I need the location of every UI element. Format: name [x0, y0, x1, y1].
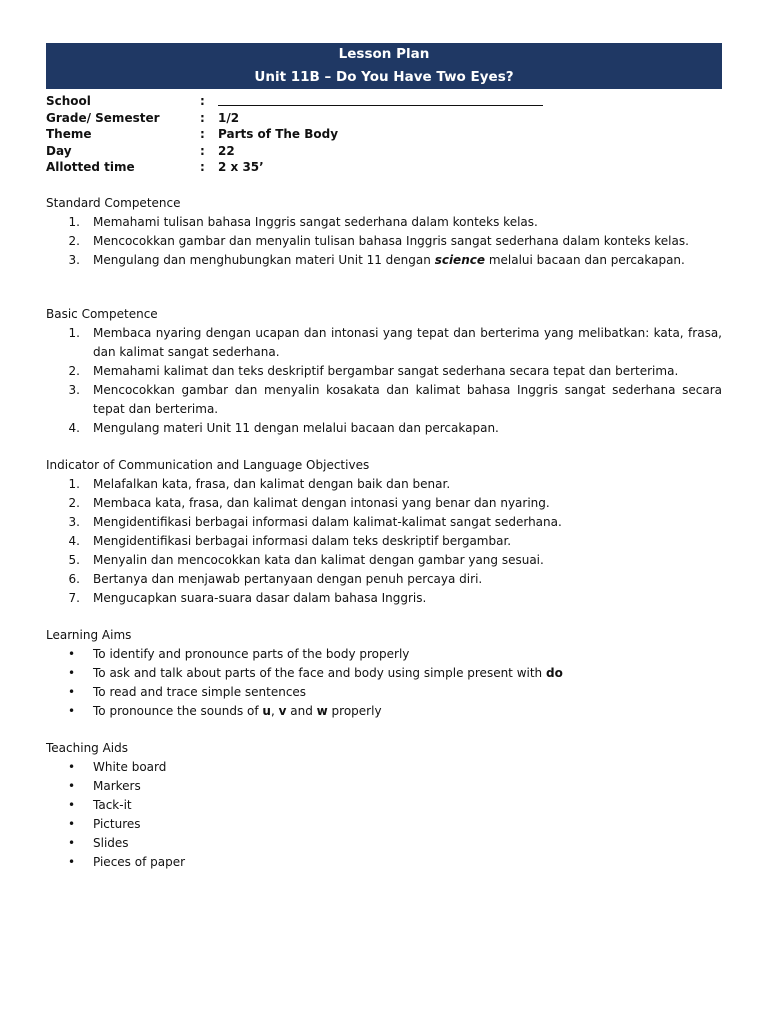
list-item [46, 324, 722, 362]
indicators-heading: Indicator of Communication and Language Objectives [46, 457, 370, 472]
school-blank-line [218, 93, 543, 110]
info-colon: : [200, 110, 205, 125]
list-text: To pronounce the sounds of u, v and w properly [93, 703, 382, 718]
list-text: Membaca kata, frasa, dan kalimat dengan intonasi yang benar dan nyaring. [93, 495, 550, 510]
info-value: 22 [218, 143, 235, 158]
info-label: Day [46, 143, 72, 158]
list-number: 1. [68, 325, 80, 340]
list-text: Mencocokkan gambar dan menyalin kosakata dan kalimat bahasa Inggris sangat sederhana secara tepat dan berterima. [93, 382, 722, 416]
info-value: Parts of The Body [218, 127, 339, 141]
list-number: 4. [68, 420, 80, 435]
list-text: To read and trace simple sentences [93, 684, 307, 699]
list-text: Menyalin dan mencocokkan kata dan kalimat dengan gambar yang sesuai. [93, 552, 544, 567]
standard-competence-list [46, 213, 722, 270]
emphasis-w: w [316, 703, 328, 718]
list-item [46, 475, 722, 494]
list-text: Markers [93, 778, 141, 793]
bullet-icon: • [68, 703, 76, 718]
list-text: White board [93, 759, 167, 774]
list-item [46, 758, 722, 777]
list-number: 5. [68, 552, 80, 567]
list-number: 2. [68, 363, 80, 378]
emphasis-science: science [434, 252, 485, 267]
list-item [46, 834, 722, 853]
teaching-aids-list [46, 758, 722, 872]
list-item [46, 419, 722, 438]
lesson-plan-document [46, 43, 722, 872]
bullet-icon: • [68, 759, 76, 774]
info-label: School [46, 94, 91, 108]
emphasis-u: u [262, 703, 271, 718]
list-text: Pieces of paper [93, 854, 186, 869]
list-item [46, 232, 722, 251]
list-item [46, 251, 722, 270]
basic-competence-heading: Basic Competence [46, 306, 158, 321]
list-number: 2. [68, 233, 80, 248]
list-text: Tack-it [93, 797, 132, 812]
list-number: 6. [68, 571, 80, 586]
bullet-icon: • [68, 646, 76, 661]
bullet-icon: • [68, 665, 76, 680]
info-value: 2 x 35’ [218, 160, 264, 174]
info-label: Grade/ Semester [46, 110, 160, 125]
list-item [46, 777, 722, 796]
standard-competence-heading: Standard Competence [46, 195, 181, 210]
list-item [46, 702, 722, 721]
list-text: Mencocokkan gambar dan menyalin tulisan bahasa Inggris sangat sederhana dalam konteks kelas. [93, 233, 689, 248]
info-colon: : [200, 160, 205, 174]
info-colon: : [200, 127, 205, 141]
unit-title: Unit 11B – Do You Have Two Eyes? [254, 69, 514, 85]
list-item [46, 683, 722, 702]
list-text: Mengucapkan suara-suara dasar dalam bahasa Inggris. [93, 590, 427, 605]
list-number: 3. [68, 514, 80, 529]
teaching-aids-heading: Teaching Aids [46, 740, 129, 755]
list-item [46, 645, 722, 664]
emphasis-do: do [545, 665, 563, 680]
list-text: To identify and pronounce parts of the body properly [93, 646, 410, 661]
list-item [46, 381, 722, 419]
bullet-icon: • [68, 684, 76, 699]
emphasis-v: v [278, 703, 287, 718]
info-colon: : [200, 143, 205, 158]
list-item [46, 570, 722, 589]
bullet-icon: • [68, 816, 76, 831]
list-item [46, 532, 722, 551]
list-number: 7. [68, 590, 80, 605]
list-text: Melafalkan kata, frasa, dan kalimat dengan baik dan benar. [93, 476, 451, 491]
info-table [46, 93, 722, 176]
list-item [46, 664, 722, 683]
list-text: Pictures [93, 816, 141, 831]
info-label: Theme [46, 127, 92, 141]
info-label: Allotted time [46, 160, 135, 174]
list-item [46, 494, 722, 513]
learning-aims-heading: Learning Aims [46, 627, 132, 642]
list-number: 3. [68, 382, 80, 397]
learning-aims-list [46, 645, 722, 721]
list-number: 3. [68, 252, 80, 267]
info-row-allotted-time [46, 159, 722, 176]
info-colon: : [200, 94, 205, 108]
list-item [46, 589, 722, 608]
list-item [46, 362, 722, 381]
info-row-theme [46, 126, 722, 143]
info-row-day [46, 143, 722, 160]
list-text: Bertanya dan menjawab pertanyaan dengan penuh percaya diri. [93, 571, 483, 586]
bullet-icon: • [68, 778, 76, 793]
list-text: Slides [93, 835, 129, 850]
document-title: Lesson Plan [338, 46, 430, 62]
list-text: Mengulang materi Unit 11 dengan melalui bacaan dan percakapan. [93, 420, 499, 435]
bullet-icon: • [68, 797, 76, 812]
list-item [46, 213, 722, 232]
list-item [46, 853, 722, 872]
indicators-list [46, 475, 722, 608]
list-item [46, 796, 722, 815]
bullet-icon: • [68, 835, 76, 850]
list-text: Memahami kalimat dan teks deskriptif bergambar sangat sederhana secara tepat dan berterima. [93, 363, 679, 378]
header-banner [46, 43, 722, 89]
list-item [46, 513, 722, 532]
list-number: 1. [68, 476, 80, 491]
list-text: To ask and talk about parts of the face and body using simple present with do [93, 665, 563, 680]
list-item [46, 815, 722, 834]
info-row-school [46, 93, 722, 110]
info-value: 1/2 [218, 110, 240, 125]
basic-competence-list [46, 324, 722, 438]
list-text: Mengidentifikasi berbagai informasi dalam kalimat-kalimat sangat sederhana. [93, 514, 562, 529]
list-number: 1. [68, 214, 80, 229]
bullet-icon: • [68, 854, 76, 869]
list-number: 2. [68, 495, 80, 510]
list-number: 4. [68, 533, 80, 548]
list-item [46, 551, 722, 570]
list-text: Membaca nyaring dengan ucapan dan intonasi yang tepat dan berterima yang melibatkan: kata, frasa, dan kalimat sangat sederhana. [93, 325, 722, 359]
list-text: Mengulang dan menghubungkan materi Unit 11 dengan science melalui bacaan dan percakapan. [93, 252, 685, 267]
info-row-grade [46, 110, 722, 127]
list-text: Memahami tulisan bahasa Inggris sangat sederhana dalam konteks kelas. [93, 214, 538, 229]
list-text: Mengidentifikasi berbagai informasi dalam teks deskriptif bergambar. [93, 533, 512, 548]
